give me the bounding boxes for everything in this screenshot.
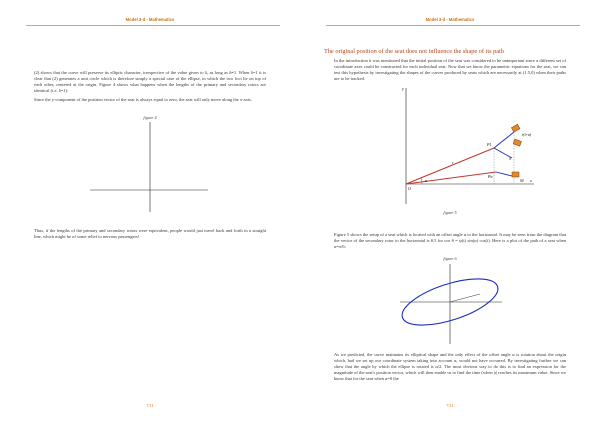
fig6-offset-line — [450, 294, 480, 302]
left-running-header: Model 3-d - Mathematics — [125, 17, 175, 22]
figure-4-caption: figure 4 — [143, 115, 157, 120]
right-page-number: 7/11 — [446, 403, 454, 408]
right-running-header: Model 3-d - Mathematics — [425, 17, 475, 22]
right-paragraph-2: Figure 5 shows the setup of a seat which is located with an offset angle α to the horizontal. It may be seen from the diagram that the vector of the secondary rotor to the horizontal is θ.5 for cos θ = ψ(t) sin(α) cos(t). Here is a plot of the path of a seat when α=π/6: — [334, 232, 566, 250]
left-paragraph-1: (2) shows that the curve will preserve its elliptic character, irrespective of the value given to δ, as long as δ≠1. When δ=1 it is clear that (2) generates a unit circle which is therefore simply a special case of the ellipse, in which the two foci lie on top of each other, centered at the origin. Figure 4 shows what happens when the lengths of the primary and secondary rotors are identical (i.e. δ=1): — [34, 70, 266, 94]
right-page — [300, 0, 600, 424]
fig5-origin-label: O — [408, 186, 411, 191]
fig5-p1-label: P1 — [487, 142, 492, 147]
fig5-s0-label: S0 — [520, 179, 524, 183]
figure-6-plot — [398, 262, 504, 346]
figure-6-caption: figure 6 — [443, 256, 457, 261]
fig5-seat-1 — [511, 124, 520, 132]
fig5-x-label: x — [530, 178, 532, 183]
fig5-r-label: r — [452, 161, 454, 165]
fig5-primary-rotor-vector — [406, 148, 494, 184]
left-header-rule — [26, 25, 280, 26]
fig5-pa-label: Pa — [488, 174, 493, 179]
fig5-alpha-arc — [421, 178, 422, 184]
figure-4-plot — [90, 122, 210, 212]
figure-5-caption: figure 5 — [443, 210, 457, 215]
left-paragraph-3: Thus, if the lengths of the primary and secondary rotors were equivalent, people would just travel back and forth in a straight line, which might be of some relief to nervous passengers! — [34, 228, 266, 240]
fig5-y-label: y — [402, 86, 404, 91]
fig5-seat-3 — [512, 172, 519, 177]
section-title: The original position of the seat does not influence the shape of its path — [324, 48, 504, 55]
fig5-s-label: S — [509, 156, 511, 161]
fig5-blue-vector-1 — [494, 132, 514, 148]
right-paragraph-3: As we predicted, the curve maintains its elliptical shape and the only effect of the offset angle α is rotation about the origin which, had we set up our coordinate system taking into account α, would not have occurred. By investigating further we can show that the angle by which the ellipse is rotated is α/2. The most obvious way to do this is to find an expression for the magnitude of the seat's position vector, which will then enable us to find the time (when |r| reaches its maximum value. Since we know that for the seat when α=0 the — [334, 352, 566, 382]
left-paragraph-2: Since the y-component of the position vector of the seat is always equal to zero, the seat will only move along the x-axis. — [34, 97, 252, 102]
right-paragraph-1: In the introduction it was mentioned that the initial position of the seat was considered to be unimportant since a different set of coordinate axes could be constructed for each individual seat. Now that we know the parametric equations for the seat, we can test this hypothesis by investigating the shapes of the curves produced by seats which are necessarily at (1.5,0) when their paths are to be tracked. — [334, 58, 566, 82]
fig5-rtat-label: ṙ(t+α) — [522, 133, 532, 137]
left-page-number: 7/11 — [146, 403, 154, 408]
fig5-alpha-label: α — [425, 179, 427, 183]
figure-5-diagram — [396, 86, 536, 206]
fig5-seat-2 — [513, 139, 521, 146]
fig5-blue-vector-3 — [496, 172, 512, 176]
right-header-rule — [326, 25, 580, 26]
